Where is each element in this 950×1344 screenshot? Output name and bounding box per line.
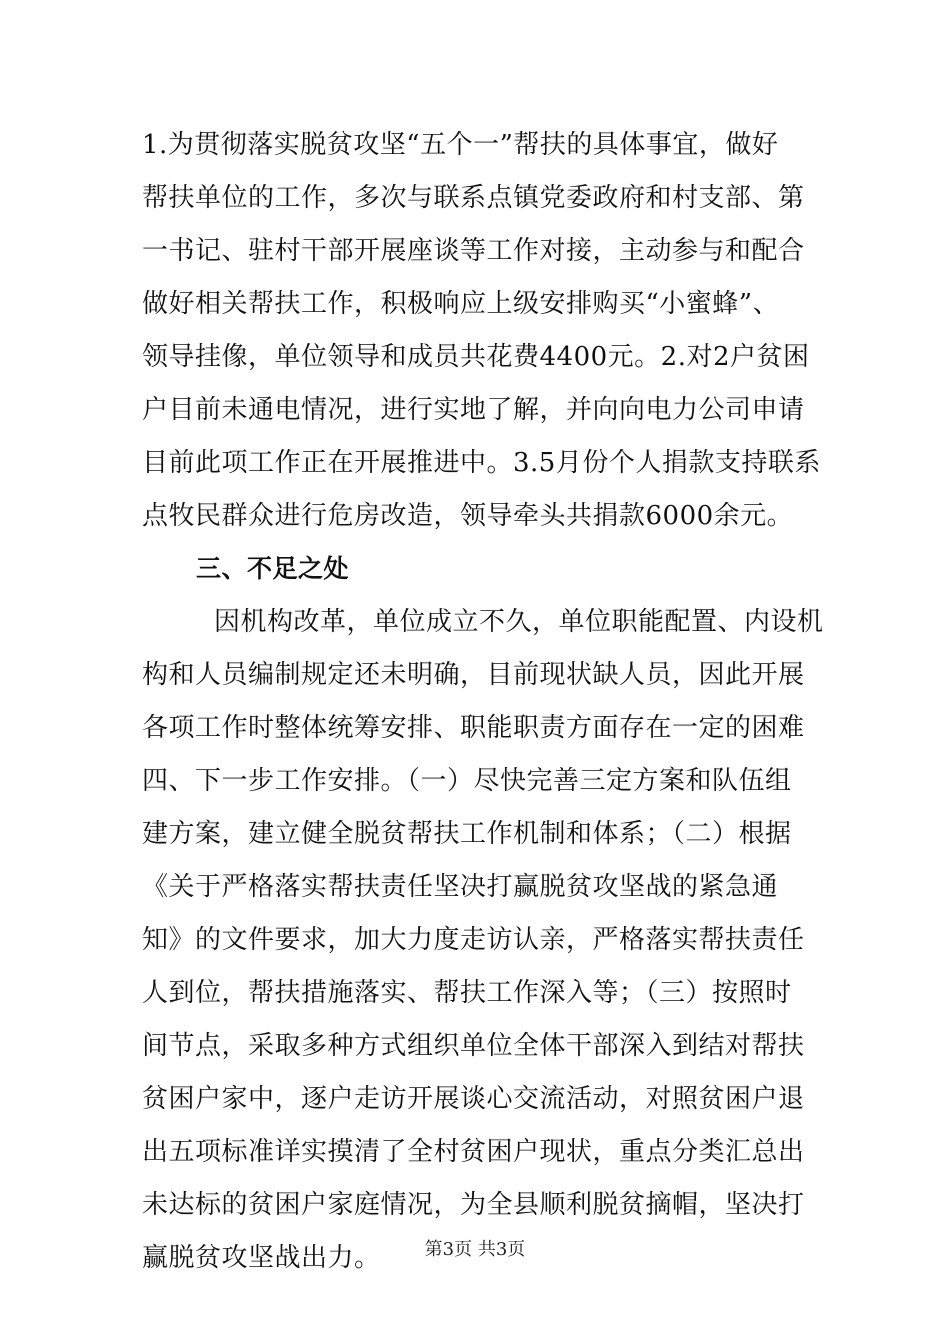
paragraph-line-18: 贫困户家中，逐户走访开展谈心交流活动，对照贫困户退 bbox=[142, 1084, 805, 1114]
paragraph-line-10: 构和人员编制规定还未明确，目前现状缺人员，因此开展 bbox=[142, 660, 805, 690]
paragraph-line-15: 知》的文件要求，加大力度走访认亲，严格落实帮扶责任 bbox=[142, 925, 805, 955]
paragraph-line-8: 点牧民群众进行危房改造，领导牵头共捐款6000余元。 bbox=[142, 501, 794, 531]
paragraph-line-20: 未达标的贫困户家庭情况，为全县顺利脱贫摘帽，坚决打 bbox=[142, 1190, 805, 1220]
paragraph-line-13: 建方案，建立健全脱贫帮扶工作机制和体系；（二）根据 bbox=[142, 819, 792, 849]
paragraph-line-1: 1.为贯彻落实脱贫攻坚“五个一”帮扶的具体事宜，做好 bbox=[142, 130, 779, 160]
page-footer: 第3页 共3页 bbox=[424, 1239, 526, 1260]
paragraph-line-7: 目前此项工作正在开展推进中。3.5月份个人捐款支持联系 bbox=[142, 448, 821, 478]
section-heading: 三、不足之处 bbox=[196, 554, 350, 583]
paragraph-line-2: 帮扶单位的工作，多次与联系点镇党委政府和村支部、第 bbox=[142, 183, 805, 213]
paragraph-line-14: 《关于严格落实帮扶责任坚决打赢脱贫攻坚战的紧急通 bbox=[142, 872, 779, 902]
paragraph-line-17: 间节点，采取多种方式组织单位全体干部深入到结对帮扶 bbox=[142, 1031, 805, 1061]
paragraph-line-19: 出五项标准详实摸清了全村贫困户现状，重点分类汇总出 bbox=[142, 1137, 805, 1167]
paragraph-line-12: 四、下一步工作安排。（一）尽快完善三定方案和队伍组 bbox=[142, 766, 792, 796]
paragraph-line-4: 做好相关帮扶工作，积极响应上级安排购买“小蜜蜂”、 bbox=[142, 289, 780, 319]
paragraph-line-3: 一书记、驻村干部开展座谈等工作对接，主动参与和配合 bbox=[142, 236, 805, 266]
paragraph-line-6: 户目前未通电情况，进行实地了解，并向向电力公司申请 bbox=[142, 395, 805, 425]
paragraph-line-21: 赢脱贫攻坚战出力。 bbox=[142, 1243, 381, 1273]
paragraph-line-5: 领导挂像，单位领导和成员共花费4400元。2.对2户贫困 bbox=[142, 342, 810, 372]
paragraph-line-16: 人到位，帮扶措施落实、帮扶工作深入等；（三）按照时 bbox=[142, 978, 792, 1008]
paragraph-line-11: 各项工作时整体统筹安排、职能职责方面存在一定的困难 bbox=[142, 713, 805, 743]
paragraph-line-9: 因机构改革，单位成立不久，单位职能配置、内设机 bbox=[214, 607, 824, 637]
